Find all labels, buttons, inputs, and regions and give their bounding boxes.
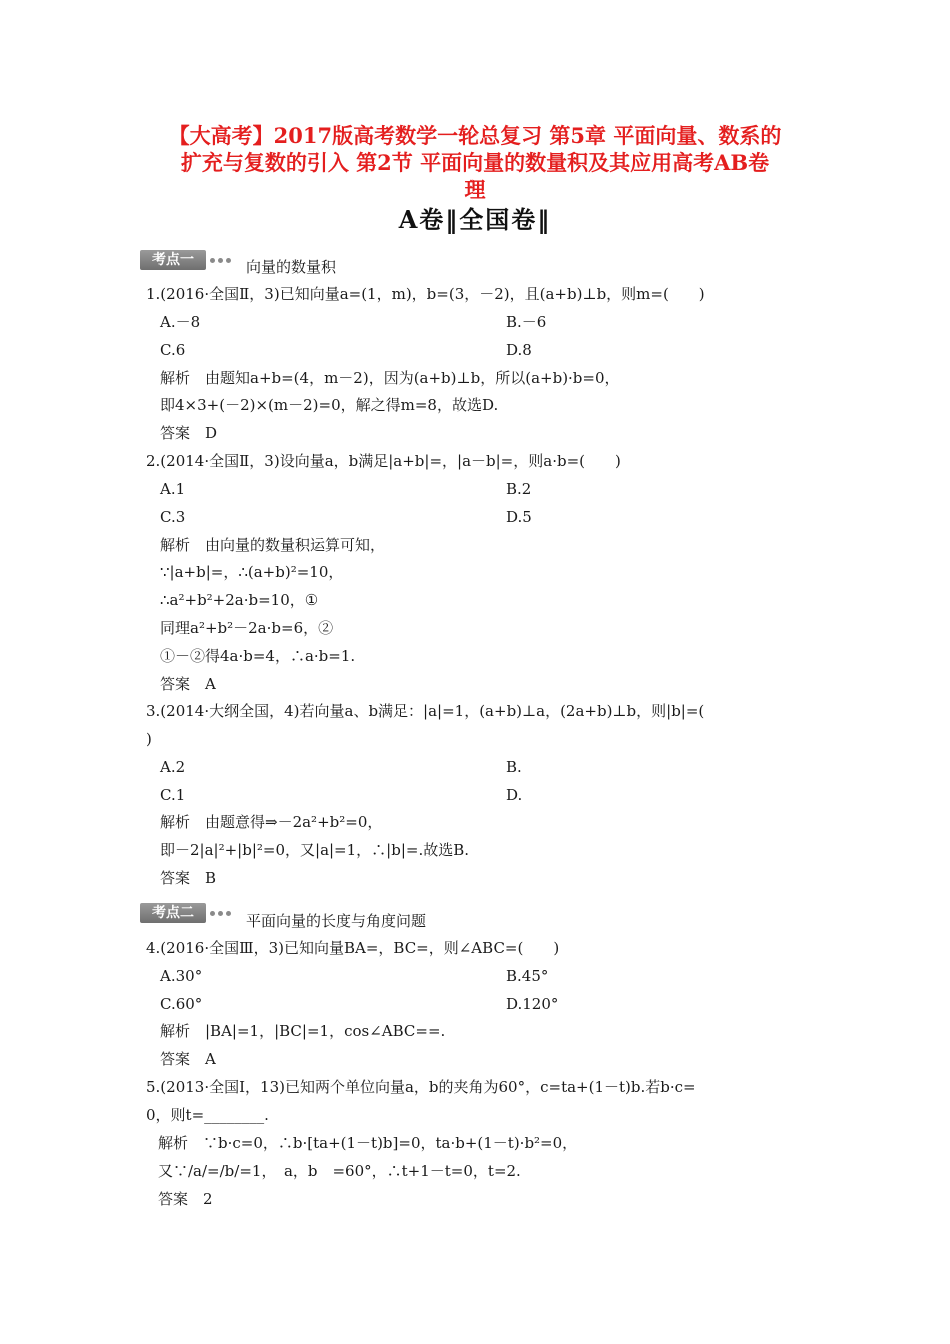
q2-option-a: A.1 [160,480,186,498]
q1-answer: 答案 D [160,424,218,442]
document-title [140,122,810,203]
question-3-stem-cont: ) [146,730,152,748]
q3-option-b: B. [506,758,522,776]
dot-icon [218,258,223,263]
q2-option-b: B.2 [506,480,532,498]
q3-option-d: D. [506,786,523,804]
q2-analysis-line: ∴a²+b²+2a·b=10，① [160,591,319,609]
q2-option-c: C.3 [160,508,186,526]
q5-analysis-line: 解析 ∵b·c=0，∴b·[ta+(1－t)b]=0，ta·b+(1－t)·b²=0， [158,1134,578,1152]
paper-subtitle: A卷‖全国卷‖ [398,205,552,234]
section-badge-2 [140,901,232,923]
dot-icon [226,911,231,916]
q2-option-d: D.5 [506,508,532,526]
q3-option-c: C.1 [160,786,186,804]
q1-option-d: D.8 [506,341,532,359]
dot-icon [210,911,215,916]
question-4-stem: 4.(2016·全国Ⅲ，3)已知向量BA=，BC=，则∠ABC=( ) [146,939,560,957]
title-line-2: 扩充与复数的引入 第2节 平面向量的数量积及其应用高考AB卷 [180,150,770,175]
q4-option-d: D.120° [506,995,559,1013]
q1-analysis-line: 即4×3+(－2)×(m－2)=0，解之得m=8，故选D. [160,396,499,414]
q2-analysis-line: 解析 由向量的数量积运算可知， [160,536,386,554]
q1-option-a: A.－8 [160,313,201,331]
question-1-stem: 1.(2016·全国Ⅱ，3)已知向量a=(1，m)，b=(3，－2)，且(a+b)⊥b，则m=( ) [146,285,705,303]
badge-label: 考点二 [140,903,206,923]
q4-option-c: C.60° [160,995,203,1013]
q3-option-a: A.2 [160,758,186,776]
dot-icon [210,258,215,263]
q3-answer: 答案 B [160,869,217,887]
q4-option-a: A.30° [160,967,203,985]
section-topic-2: 平面向量的长度与角度问题 [246,912,427,930]
title-line-1: 【大高考】2017版高考数学一轮总复习 第5章 平面向量、数系的 [168,123,782,148]
q5-analysis-line: 又∵/a/=/b/=1， a，b =60°，∴t+1－t=0，t=2. [158,1162,521,1180]
q2-analysis-line: ①－②得4a·b=4，∴a·b=1. [160,647,356,665]
question-5-stem-cont: 0，则t=________. [146,1106,269,1124]
dot-icon [226,258,231,263]
question-5-stem: 5.(2013·全国Ⅰ，13)已知两个单位向量a，b的夹角为60°，c=ta+(1－t)b.若b·c= [146,1078,696,1096]
q5-answer: 答案 2 [158,1190,213,1208]
q1-option-b: B.－6 [506,313,547,331]
q1-analysis-line: 解析 由题知a+b=(4，m－2)，因为(a+b)⊥b，所以(a+b)·b=0， [160,369,620,387]
q2-answer: 答案 A [160,675,216,693]
q2-analysis-line: 同理a²+b²－2a·b=6，② [160,619,334,637]
section-badge-1 [140,248,232,270]
question-2-stem: 2.(2014·全国Ⅱ，3)设向量a，b满足|a+b|=，|a－b|=，则a·b=( ) [146,452,621,470]
q3-analysis-line: 即－2|a|²+|b|²=0，又|a|=1，∴|b|=.故选B. [160,841,470,859]
badge-label: 考点一 [140,250,206,270]
q3-analysis-line: 解析 由题意得⇒－2a²+b²=0， [160,813,383,831]
question-3-stem: 3.(2014·大纲全国，4)若向量a、b满足：|a|=1，(a+b)⊥a，(2a+b)⊥b，则|b|=( [146,702,705,720]
q4-option-b: B.45° [506,967,549,985]
q2-analysis-line: ∵|a+b|=，∴(a+b)²=10， [160,563,344,581]
dot-icon [218,911,223,916]
q1-option-c: C.6 [160,341,186,359]
section-topic-1: 向量的数量积 [246,258,337,276]
q4-analysis-line: 解析 |BA|=1，|BC|=1，cos∠ABC==. [160,1022,446,1040]
title-line-3: 理 [464,177,486,202]
q4-answer: 答案 A [160,1050,216,1068]
